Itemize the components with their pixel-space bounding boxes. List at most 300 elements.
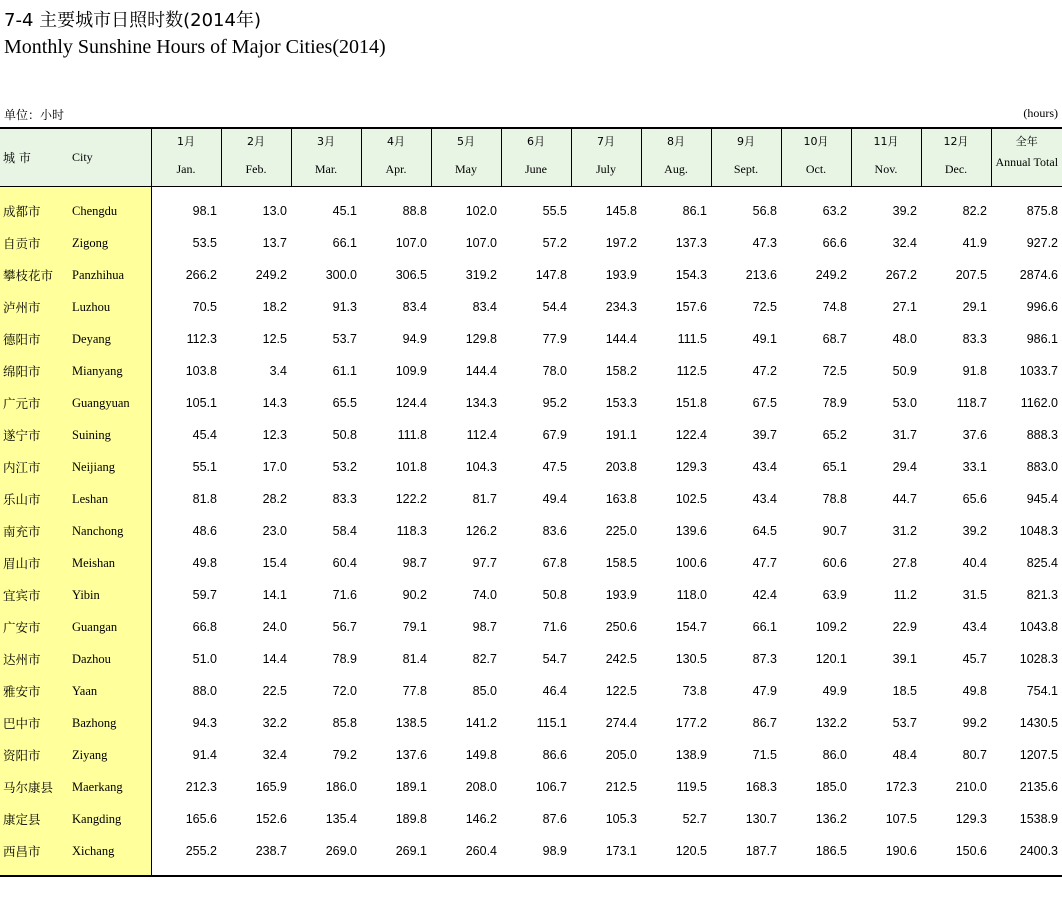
month-value-cell: 109.2 bbox=[815, 620, 847, 634]
month-header bbox=[781, 128, 851, 187]
month-value-cell: 126.2 bbox=[465, 524, 497, 538]
month-value-cell: 102.5 bbox=[675, 492, 707, 506]
month-value-cell: 67.9 bbox=[542, 428, 567, 442]
month-value-cell: 78.9 bbox=[822, 396, 847, 410]
month-value-cell: 47.7 bbox=[752, 556, 777, 570]
month-value-cell: 107.0 bbox=[395, 236, 427, 250]
month-value-cell: 120.1 bbox=[815, 652, 847, 666]
month-value-cell: 59.7 bbox=[192, 588, 217, 602]
city-name-chinese: 南充市 bbox=[0, 515, 72, 547]
month-value-cell: 65.5 bbox=[332, 396, 357, 410]
month-value-cell: 33.1 bbox=[962, 460, 987, 474]
month-value-cell: 165.9 bbox=[255, 780, 287, 794]
annual-total-cell: 1207.5 bbox=[1019, 748, 1058, 762]
month-value-cell: 203.8 bbox=[605, 460, 637, 474]
month-value-cell: 86.0 bbox=[822, 748, 847, 762]
month-value-cell: 48.6 bbox=[192, 524, 217, 538]
city-name-english: Luzhou bbox=[72, 291, 151, 323]
annual-total-cell: 888.3 bbox=[1026, 428, 1058, 442]
month-header bbox=[501, 128, 571, 187]
month-header-chinese: 9月 bbox=[737, 135, 755, 148]
month-value-cell: 64.5 bbox=[752, 524, 777, 538]
table-row bbox=[0, 323, 1062, 355]
month-value-cell: 138.9 bbox=[675, 748, 707, 762]
month-header-chinese: 10月 bbox=[803, 135, 829, 148]
month-value-cell: 81.4 bbox=[402, 652, 427, 666]
month-value-cell: 105.1 bbox=[185, 396, 217, 410]
month-header bbox=[921, 128, 991, 187]
month-value-cell: 95.2 bbox=[542, 396, 567, 410]
month-value-cell: 54.7 bbox=[542, 652, 567, 666]
annual-total-cell: 996.6 bbox=[1026, 300, 1058, 314]
month-value-cell: 72.5 bbox=[752, 300, 777, 314]
annual-total-cell: 2135.6 bbox=[1019, 780, 1058, 794]
month-value-cell: 12.5 bbox=[262, 332, 287, 346]
city-name-chinese: 广安市 bbox=[0, 611, 72, 643]
month-value-cell: 87.6 bbox=[542, 812, 567, 826]
month-value-cell: 168.3 bbox=[745, 780, 777, 794]
month-value-cell: 49.1 bbox=[752, 332, 777, 346]
month-header-english: Oct. bbox=[805, 162, 827, 176]
month-value-cell: 47.9 bbox=[752, 684, 777, 698]
month-value-cell: 118.0 bbox=[676, 588, 707, 602]
city-name-english: Guangyuan bbox=[72, 387, 151, 419]
table-row bbox=[0, 547, 1062, 579]
month-header bbox=[291, 128, 361, 187]
month-value-cell: 43.4 bbox=[752, 492, 777, 506]
month-value-cell: 107.0 bbox=[465, 236, 497, 250]
table-row bbox=[0, 483, 1062, 515]
month-value-cell: 112.5 bbox=[676, 364, 707, 378]
month-value-cell: 11.2 bbox=[893, 588, 917, 602]
month-value-cell: 105.3 bbox=[605, 812, 637, 826]
month-value-cell: 150.6 bbox=[955, 844, 987, 858]
month-value-cell: 107.5 bbox=[885, 812, 917, 826]
month-value-cell: 137.3 bbox=[675, 236, 707, 250]
city-name-english: Mianyang bbox=[72, 355, 151, 387]
month-value-cell: 54.4 bbox=[542, 300, 567, 314]
month-header bbox=[851, 128, 921, 187]
table-row bbox=[0, 195, 1062, 227]
month-value-cell: 115.1 bbox=[536, 716, 567, 730]
month-value-cell: 80.7 bbox=[962, 748, 987, 762]
table-row bbox=[0, 291, 1062, 323]
month-header-chinese: 11月 bbox=[873, 135, 899, 148]
month-value-cell: 55.1 bbox=[192, 460, 217, 474]
annual-total-cell: 1430.5 bbox=[1019, 716, 1058, 730]
month-value-cell: 87.3 bbox=[752, 652, 777, 666]
month-value-cell: 78.8 bbox=[822, 492, 847, 506]
month-header bbox=[221, 128, 291, 187]
month-value-cell: 88.0 bbox=[192, 684, 217, 698]
month-value-cell: 58.4 bbox=[332, 524, 357, 538]
month-header-chinese: 6月 bbox=[527, 135, 545, 148]
month-header-english: Apr. bbox=[385, 162, 407, 176]
table-row bbox=[0, 835, 1062, 867]
month-value-cell: 189.8 bbox=[395, 812, 427, 826]
month-header-chinese: 8月 bbox=[667, 135, 685, 148]
month-value-cell: 71.5 bbox=[752, 748, 777, 762]
unit-label-chinese: 单位：小时 bbox=[4, 108, 65, 122]
city-name-chinese: 德阳市 bbox=[0, 323, 72, 355]
month-value-cell: 249.2 bbox=[255, 268, 287, 282]
city-name-english: Chengdu bbox=[72, 195, 151, 227]
month-value-cell: 86.1 bbox=[682, 204, 707, 218]
month-value-cell: 51.0 bbox=[192, 652, 217, 666]
month-value-cell: 267.2 bbox=[885, 268, 917, 282]
month-value-cell: 130.7 bbox=[745, 812, 777, 826]
month-value-cell: 185.0 bbox=[815, 780, 847, 794]
city-name-english: Suining bbox=[72, 419, 151, 451]
month-value-cell: 48.0 bbox=[892, 332, 917, 346]
month-header-english: May bbox=[455, 162, 477, 176]
month-value-cell: 266.2 bbox=[185, 268, 217, 282]
month-value-cell: 146.2 bbox=[465, 812, 497, 826]
month-value-cell: 147.8 bbox=[535, 268, 567, 282]
table-row bbox=[0, 803, 1062, 835]
month-value-cell: 104.3 bbox=[465, 460, 497, 474]
month-value-cell: 53.7 bbox=[332, 332, 357, 346]
month-value-cell: 18.2 bbox=[262, 300, 287, 314]
month-value-cell: 152.6 bbox=[255, 812, 287, 826]
city-name-chinese: 内江市 bbox=[0, 451, 72, 483]
city-name-english: Yaan bbox=[72, 675, 151, 707]
month-value-cell: 112.3 bbox=[186, 332, 217, 346]
month-value-cell: 31.7 bbox=[892, 428, 917, 442]
month-value-cell: 144.4 bbox=[465, 364, 497, 378]
month-value-cell: 71.6 bbox=[542, 620, 567, 634]
annual-total-cell: 883.0 bbox=[1026, 460, 1058, 474]
table-row bbox=[0, 739, 1062, 771]
month-value-cell: 79.2 bbox=[332, 748, 357, 762]
month-header bbox=[711, 128, 781, 187]
month-value-cell: 98.1 bbox=[192, 204, 217, 218]
table-row bbox=[0, 771, 1062, 803]
month-value-cell: 193.9 bbox=[605, 268, 637, 282]
month-value-cell: 53.7 bbox=[892, 716, 917, 730]
month-header-english: Dec. bbox=[944, 162, 968, 176]
month-value-cell: 250.6 bbox=[605, 620, 637, 634]
month-value-cell: 234.3 bbox=[605, 300, 637, 314]
city-name-english: Leshan bbox=[72, 483, 151, 515]
month-value-cell: 173.1 bbox=[605, 844, 637, 858]
month-value-cell: 165.6 bbox=[185, 812, 217, 826]
month-value-cell: 190.6 bbox=[885, 844, 917, 858]
annual-total-header bbox=[991, 128, 1062, 187]
month-header-chinese: 7月 bbox=[597, 135, 615, 148]
month-value-cell: 39.1 bbox=[892, 652, 917, 666]
month-value-cell: 14.4 bbox=[262, 652, 287, 666]
month-value-cell: 61.1 bbox=[332, 364, 357, 378]
month-value-cell: 197.2 bbox=[605, 236, 637, 250]
month-value-cell: 129.3 bbox=[675, 460, 707, 474]
city-name-chinese: 成都市 bbox=[0, 195, 72, 227]
month-header-english: July bbox=[595, 162, 616, 176]
city-name-chinese: 眉山市 bbox=[0, 547, 72, 579]
month-value-cell: 94.3 bbox=[192, 716, 217, 730]
month-value-cell: 255.2 bbox=[185, 844, 217, 858]
month-value-cell: 22.5 bbox=[262, 684, 287, 698]
month-value-cell: 129.3 bbox=[955, 812, 987, 826]
month-value-cell: 45.7 bbox=[962, 652, 987, 666]
annual-total-cell: 1028.3 bbox=[1019, 652, 1058, 666]
month-value-cell: 82.7 bbox=[472, 652, 497, 666]
city-name-english: Meishan bbox=[72, 547, 151, 579]
month-value-cell: 32.4 bbox=[262, 748, 287, 762]
table-row bbox=[0, 355, 1062, 387]
month-value-cell: 300.0 bbox=[325, 268, 357, 282]
month-header-english: Mar. bbox=[314, 162, 338, 176]
month-value-cell: 12.3 bbox=[262, 428, 287, 442]
month-value-cell: 158.5 bbox=[605, 556, 637, 570]
city-name-english: Xichang bbox=[72, 835, 151, 867]
month-value-cell: 153.3 bbox=[605, 396, 637, 410]
table-title-english: Monthly Sunshine Hours of Major Cities(2014) bbox=[4, 36, 386, 58]
month-value-cell: 57.2 bbox=[542, 236, 567, 250]
month-value-cell: 68.7 bbox=[822, 332, 847, 346]
month-value-cell: 130.5 bbox=[675, 652, 707, 666]
month-value-cell: 73.8 bbox=[682, 684, 707, 698]
month-value-cell: 53.2 bbox=[332, 460, 357, 474]
month-value-cell: 122.5 bbox=[605, 684, 637, 698]
month-value-cell: 82.2 bbox=[962, 204, 987, 218]
month-value-cell: 31.5 bbox=[962, 588, 987, 602]
month-value-cell: 122.2 bbox=[395, 492, 427, 506]
month-header-english: Feb. bbox=[245, 162, 267, 176]
month-value-cell: 260.4 bbox=[465, 844, 497, 858]
table-row bbox=[0, 675, 1062, 707]
month-value-cell: 242.5 bbox=[605, 652, 637, 666]
month-value-cell: 187.7 bbox=[745, 844, 777, 858]
month-value-cell: 212.3 bbox=[185, 780, 217, 794]
annual-total-cell: 825.4 bbox=[1026, 556, 1058, 570]
month-value-cell: 3.4 bbox=[269, 364, 287, 378]
city-name-english: Ziyang bbox=[72, 739, 151, 771]
month-value-cell: 72.5 bbox=[822, 364, 847, 378]
month-value-cell: 66.1 bbox=[332, 236, 357, 250]
month-value-cell: 29.1 bbox=[962, 300, 987, 314]
month-value-cell: 154.7 bbox=[675, 620, 707, 634]
month-value-cell: 225.0 bbox=[605, 524, 637, 538]
month-value-cell: 52.7 bbox=[682, 812, 707, 826]
month-value-cell: 39.2 bbox=[892, 204, 917, 218]
month-value-cell: 139.6 bbox=[675, 524, 707, 538]
city-name-chinese: 乐山市 bbox=[0, 483, 72, 515]
annual-total-header-english: Annual Total bbox=[995, 155, 1059, 169]
month-value-cell: 46.4 bbox=[542, 684, 567, 698]
month-value-cell: 91.8 bbox=[962, 364, 987, 378]
city-name-english: Maerkang bbox=[72, 771, 151, 803]
month-value-cell: 45.1 bbox=[332, 204, 357, 218]
month-header-chinese: 12月 bbox=[943, 135, 969, 148]
month-value-cell: 43.4 bbox=[752, 460, 777, 474]
month-header-english: Sept. bbox=[733, 162, 759, 176]
month-value-cell: 48.4 bbox=[892, 748, 917, 762]
month-value-cell: 238.7 bbox=[255, 844, 287, 858]
city-name-english: Neijiang bbox=[72, 451, 151, 483]
month-header-english: Jan. bbox=[176, 162, 196, 176]
month-value-cell: 18.5 bbox=[892, 684, 917, 698]
month-value-cell: 78.0 bbox=[542, 364, 567, 378]
table-row bbox=[0, 611, 1062, 643]
month-value-cell: 86.6 bbox=[542, 748, 567, 762]
month-value-cell: 83.3 bbox=[332, 492, 357, 506]
month-value-cell: 208.0 bbox=[465, 780, 497, 794]
month-value-cell: 141.2 bbox=[465, 716, 497, 730]
month-value-cell: 149.8 bbox=[465, 748, 497, 762]
table-row bbox=[0, 643, 1062, 675]
month-value-cell: 191.1 bbox=[605, 428, 637, 442]
month-value-cell: 42.4 bbox=[752, 588, 777, 602]
month-value-cell: 67.8 bbox=[542, 556, 567, 570]
month-value-cell: 47.2 bbox=[752, 364, 777, 378]
city-name-chinese: 康定县 bbox=[0, 803, 72, 835]
month-value-cell: 24.0 bbox=[262, 620, 287, 634]
city-name-english: Kangding bbox=[72, 803, 151, 835]
city-header-chinese: 城 市 bbox=[0, 128, 72, 187]
month-value-cell: 138.5 bbox=[395, 716, 427, 730]
city-name-english: Dazhou bbox=[72, 643, 151, 675]
month-value-cell: 103.8 bbox=[185, 364, 217, 378]
month-value-cell: 106.7 bbox=[535, 780, 567, 794]
month-value-cell: 27.1 bbox=[892, 300, 917, 314]
month-value-cell: 319.2 bbox=[465, 268, 497, 282]
month-header bbox=[571, 128, 641, 187]
month-value-cell: 120.5 bbox=[675, 844, 707, 858]
city-name-english: Guangan bbox=[72, 611, 151, 643]
month-value-cell: 56.7 bbox=[332, 620, 357, 634]
month-value-cell: 85.8 bbox=[332, 716, 357, 730]
spacer-row bbox=[0, 187, 1062, 196]
month-value-cell: 86.7 bbox=[752, 716, 777, 730]
month-value-cell: 31.2 bbox=[892, 524, 917, 538]
month-value-cell: 134.3 bbox=[465, 396, 497, 410]
month-value-cell: 50.8 bbox=[332, 428, 357, 442]
month-value-cell: 83.4 bbox=[402, 300, 427, 314]
month-value-cell: 77.9 bbox=[542, 332, 567, 346]
month-value-cell: 122.4 bbox=[675, 428, 707, 442]
month-value-cell: 65.6 bbox=[962, 492, 987, 506]
month-value-cell: 177.2 bbox=[675, 716, 707, 730]
month-value-cell: 41.9 bbox=[962, 236, 987, 250]
month-value-cell: 124.4 bbox=[395, 396, 427, 410]
month-value-cell: 66.6 bbox=[822, 236, 847, 250]
month-value-cell: 186.5 bbox=[815, 844, 847, 858]
month-header-english: Aug. bbox=[664, 162, 688, 176]
month-value-cell: 65.2 bbox=[822, 428, 847, 442]
city-name-chinese: 达州市 bbox=[0, 643, 72, 675]
month-value-cell: 306.5 bbox=[395, 268, 427, 282]
month-value-cell: 13.7 bbox=[262, 236, 287, 250]
month-value-cell: 154.3 bbox=[675, 268, 707, 282]
city-name-chinese: 绵阳市 bbox=[0, 355, 72, 387]
month-header-chinese: 2月 bbox=[247, 135, 265, 148]
table-row bbox=[0, 387, 1062, 419]
table-title-chinese: 7-4 主要城市日照时数(2014年) bbox=[4, 10, 261, 31]
month-value-cell: 157.6 bbox=[675, 300, 707, 314]
month-value-cell: 81.8 bbox=[192, 492, 217, 506]
month-value-cell: 111.5 bbox=[677, 332, 707, 346]
city-name-chinese: 广元市 bbox=[0, 387, 72, 419]
month-value-cell: 102.0 bbox=[465, 204, 497, 218]
month-value-cell: 14.3 bbox=[262, 396, 287, 410]
month-value-cell: 83.4 bbox=[472, 300, 497, 314]
month-value-cell: 98.7 bbox=[402, 556, 427, 570]
month-value-cell: 13.0 bbox=[262, 204, 287, 218]
month-value-cell: 40.4 bbox=[962, 556, 987, 570]
city-name-chinese: 西昌市 bbox=[0, 835, 72, 867]
annual-total-cell: 1043.8 bbox=[1019, 620, 1058, 634]
city-name-english: Nanchong bbox=[72, 515, 151, 547]
month-value-cell: 49.8 bbox=[192, 556, 217, 570]
month-value-cell: 37.6 bbox=[962, 428, 987, 442]
month-value-cell: 56.8 bbox=[752, 204, 777, 218]
annual-total-cell: 821.3 bbox=[1026, 588, 1058, 602]
month-value-cell: 32.4 bbox=[892, 236, 917, 250]
month-value-cell: 112.4 bbox=[466, 428, 497, 442]
month-value-cell: 39.7 bbox=[752, 428, 777, 442]
month-value-cell: 101.8 bbox=[395, 460, 427, 474]
table-body bbox=[0, 187, 1062, 877]
month-value-cell: 74.0 bbox=[472, 588, 497, 602]
month-value-cell: 43.4 bbox=[962, 620, 987, 634]
month-value-cell: 66.8 bbox=[192, 620, 217, 634]
table-row bbox=[0, 451, 1062, 483]
month-value-cell: 111.8 bbox=[397, 428, 427, 442]
month-value-cell: 249.2 bbox=[815, 268, 847, 282]
month-value-cell: 91.4 bbox=[192, 748, 217, 762]
annual-total-cell: 1033.7 bbox=[1019, 364, 1058, 378]
month-header-english: June bbox=[525, 162, 547, 176]
month-value-cell: 63.2 bbox=[822, 204, 847, 218]
month-value-cell: 50.8 bbox=[542, 588, 567, 602]
city-header-english: City bbox=[72, 128, 151, 187]
city-name-english: Yibin bbox=[72, 579, 151, 611]
annual-total-cell: 1538.9 bbox=[1019, 812, 1058, 826]
month-value-cell: 60.4 bbox=[332, 556, 357, 570]
month-value-cell: 81.7 bbox=[472, 492, 497, 506]
month-value-cell: 189.1 bbox=[395, 780, 427, 794]
city-name-chinese: 雅安市 bbox=[0, 675, 72, 707]
month-header bbox=[431, 128, 501, 187]
month-value-cell: 72.0 bbox=[332, 684, 357, 698]
city-name-chinese: 泸州市 bbox=[0, 291, 72, 323]
month-value-cell: 118.3 bbox=[396, 524, 427, 538]
month-value-cell: 151.8 bbox=[675, 396, 707, 410]
annual-total-cell: 875.8 bbox=[1026, 204, 1058, 218]
month-value-cell: 98.7 bbox=[472, 620, 497, 634]
city-name-chinese: 自贡市 bbox=[0, 227, 72, 259]
month-value-cell: 94.9 bbox=[402, 332, 427, 346]
month-value-cell: 88.8 bbox=[402, 204, 427, 218]
month-value-cell: 144.4 bbox=[605, 332, 637, 346]
table-row bbox=[0, 259, 1062, 291]
month-value-cell: 49.8 bbox=[962, 684, 987, 698]
month-header-english: Nov. bbox=[874, 162, 898, 176]
month-value-cell: 39.2 bbox=[962, 524, 987, 538]
month-value-cell: 172.3 bbox=[885, 780, 917, 794]
unit-label-english: (hours) bbox=[1023, 106, 1058, 120]
month-value-cell: 67.5 bbox=[752, 396, 777, 410]
month-value-cell: 136.2 bbox=[815, 812, 847, 826]
month-value-cell: 74.8 bbox=[822, 300, 847, 314]
month-value-cell: 83.3 bbox=[962, 332, 987, 346]
month-value-cell: 79.1 bbox=[402, 620, 427, 634]
annual-total-cell: 1162.0 bbox=[1020, 396, 1058, 410]
month-value-cell: 28.2 bbox=[262, 492, 287, 506]
month-value-cell: 53.5 bbox=[192, 236, 217, 250]
month-value-cell: 212.5 bbox=[605, 780, 637, 794]
